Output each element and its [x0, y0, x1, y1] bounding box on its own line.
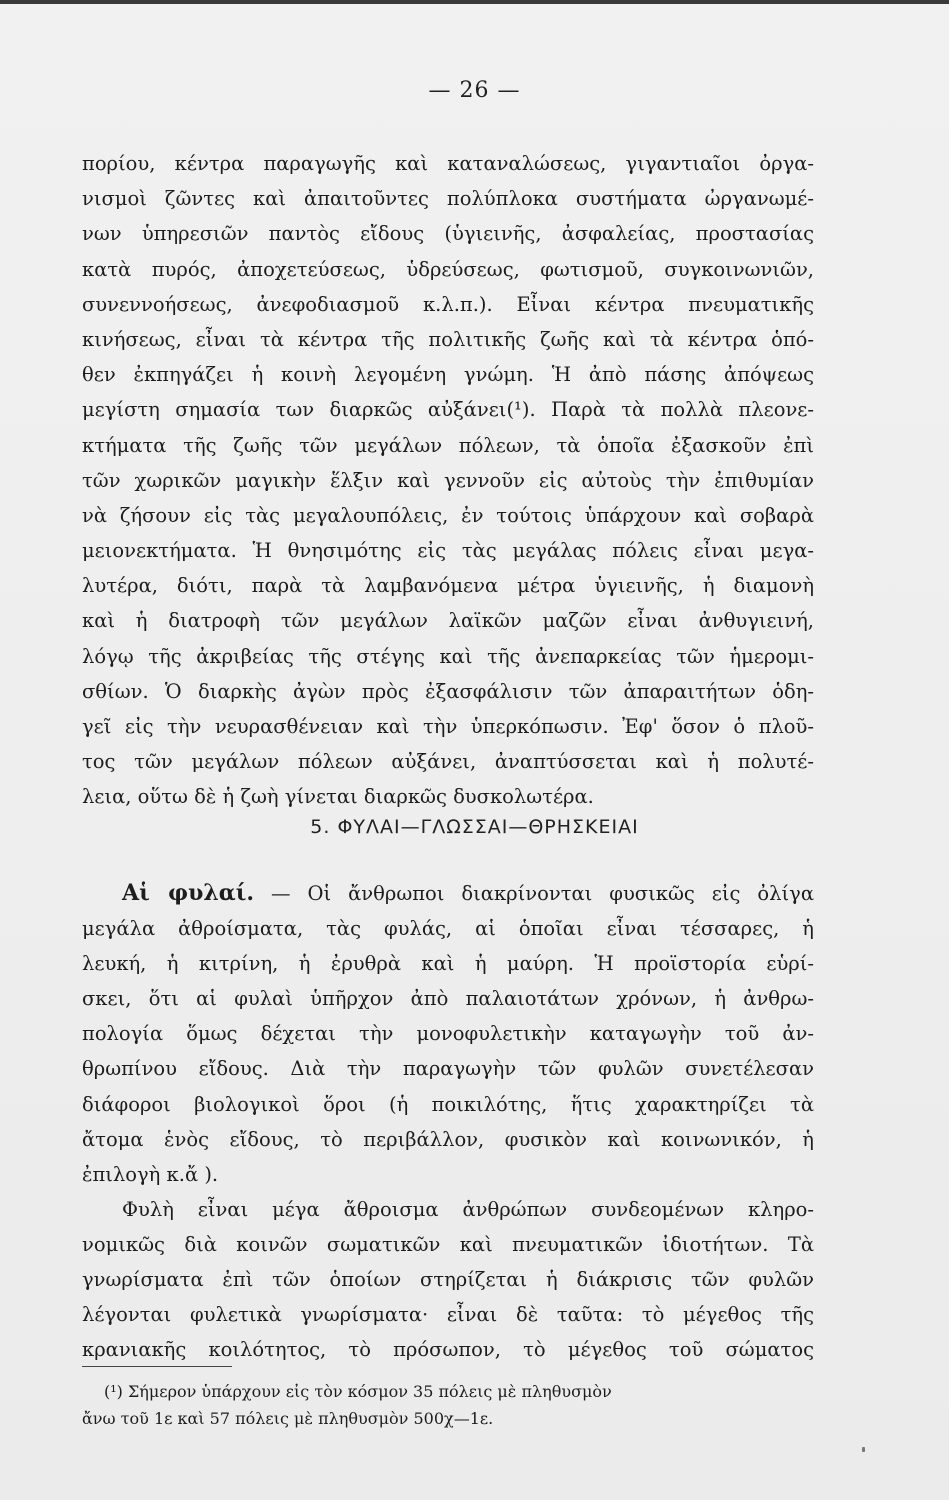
text-line: λευκή, ἡ κιτρίνη, ἡ ἐρυθρὰ καὶ ἡ μαύρη. Ἡ προϊστορία εὑρί-	[82, 952, 814, 976]
footnote-reference[interactable]: (¹)	[506, 398, 530, 422]
text-line: μειονεκτήματα. Ἡ θνησιμότης εἰς τὰς μεγάλας πόλεις εἶναι μεγα-	[82, 539, 814, 563]
text-line: νὰ ζήσουν εἰς τὰς μεγαλουπόλεις, ἐν τούτοις ὑπάρχουν καὶ σοβαρὰ	[82, 503, 814, 527]
text-line: νομικῶς διὰ κοινῶν σωματικῶν καὶ πνευματικῶν ἰδιοτήτων. Τὰ	[82, 1232, 814, 1256]
text-line: καὶ ἡ διατροφὴ τῶν μεγάλων λαϊκῶν μαζῶν εἶναι ἀνθυγιεινή,	[82, 609, 814, 633]
text-line: κινήσεως, εἶναι τὰ κέντρα τῆς πολιτικῆς ζωῆς καὶ τὰ κέντρα ὁπό-	[82, 327, 814, 351]
footnote-line: ἄνω τοῦ 1ε καὶ 57 πόλεις μὲ πληθυσμὸν 500χ—1ε.	[82, 1409, 494, 1428]
text-line: ἄτομα ἑνὸς εἴδους, τὸ περιβάλλον, φυσικὸν καὶ κοινωνικόν, ἡ	[82, 1127, 814, 1151]
text-line: πολογία ὅμως δέχεται τὴν μονοφυλετικὴν καταγωγὴν τοῦ ἀν-	[82, 1022, 814, 1046]
text-line: κρανιακῆς κοιλότητος, τὸ πρόσωπον, τὸ μέγεθος τοῦ σώματος	[82, 1338, 814, 1362]
print-speck	[862, 1447, 865, 1452]
text-line: τος τῶν μεγάλων πόλεων αὐξάνει, ἀναπτύσσεται καὶ ἡ πολυτέ-	[82, 750, 814, 774]
section-heading: 5. ΦΥΛΑΙ—ΓΛΩΣΣΑΙ—ΘΡΗΣΚΕΙΑΙ	[310, 816, 639, 838]
footnote-divider	[82, 1366, 232, 1367]
text-segment: . Παρὰ τὰ πολλὰ πλεονε-	[529, 398, 814, 422]
text-line-with-footnote	[82, 392, 814, 427]
page-number: — 26 —	[428, 78, 521, 103]
text-line: πορίου, κέντρα παραγωγῆς καὶ καταναλώσεως, γιγαντιαῖοι ὀργα-	[82, 152, 814, 175]
footnote-line: (¹) Σήμερον ὑπάρχουν εἰς τὸν κόσμον 35 πόλεις μὲ πληθυσμὸν	[104, 1382, 612, 1401]
paragraph-cities	[82, 146, 814, 815]
text-line: τῶν χωρικῶν μαγικὴν ἕλξιν καὶ γεννοῦν εἰς αὐτοὺς τὴν ἐπιθυμίαν	[82, 468, 814, 492]
text-line: θεν ἐκπηγάζει ἡ κοινὴ λεγομένη γνώμη. Ἡ ἀπὸ πάσης ἀπόψεως	[82, 363, 814, 387]
paragraph-races	[82, 876, 814, 1367]
text-line: λυτέρα, διότι, παρὰ τὰ λαμβανόμενα μέτρα ὑγιεινῆς, ἡ διαμονὴ	[82, 574, 814, 598]
text-line: λόγῳ τῆς ἀκριβείας τῆς στέγης καὶ τῆς ἀνεπαρκείας τῶν ἡμερομι-	[82, 644, 814, 668]
text-line: λεια, οὕτω δὲ ἡ ζωὴ γίνεται διαρκῶς δυσκολωτέρα.	[82, 785, 594, 809]
text-line: διάφοροι βιολογικοὶ ὅροι (ἡ ποικιλότης, ἥτις χαρακτηρίζει τὰ	[82, 1092, 814, 1116]
text-line: σθίων. Ὁ διαρκὴς ἀγὼν πρὸς ἐξασφάλισιν τῶν ἀπαραιτήτων ὁδη-	[82, 679, 814, 703]
text-line-lead	[82, 876, 814, 911]
text-segment: — Οἱ ἄνθρωποι διακρίνονται φυσικῶς εἰς ὀλίγα	[254, 882, 814, 905]
text-line: κτήματα τῆς ζωῆς τῶν μεγάλων πόλεων, τὰ ὁποῖα ἐξασκοῦν ἐπὶ	[82, 433, 814, 457]
text-line: κατὰ πυρός, ἀποχετεύσεως, ὑδρεύσεως, φωτισμοῦ, συγκοινωνιῶν,	[82, 257, 814, 281]
text-line: νων ὑπηρεσιῶν παντὸς εἴδους (ὑγιεινῆς, ἀσφαλείας, προστασίας	[82, 222, 814, 246]
text-line: γνωρίσματα ἐπὶ τῶν ὁποίων στηρίζεται ἡ διάκρισις τῶν φυλῶν	[82, 1268, 814, 1292]
text-line: Φυλὴ εἶναι μέγα ἄθροισμα ἀνθρώπων συνδεομένων κληρο-	[122, 1197, 814, 1221]
text-segment: μεγίστη σημασία των διαρκῶς αὐξάνει	[82, 398, 507, 422]
text-line: νισμοὶ ζῶντες καὶ ἀπαιτοῦντες πολύπλοκα συστήματα ὠργανωμέ-	[82, 187, 814, 211]
text-line: συνεννοήσεως, ἀνεφοδιασμοῦ κ.λ.π.). Εἶναι κέντρα πνευματικῆς	[82, 292, 814, 316]
footnotes	[82, 1378, 802, 1432]
text-line: μεγάλα ἀθροίσματα, τὰς φυλάς, αἱ ὁποῖαι εἶναι τέσσαρες, ἡ	[82, 917, 814, 941]
text-line: θρωπίνου εἴδους. Διὰ τὴν παραγωγὴν τῶν φυλῶν συνετέλεσαν	[82, 1057, 814, 1081]
text-line: λέγονται φυλετικὰ γνωρίσματα· εἶναι δὲ ταῦτα: τὸ μέγεθος τῆς	[82, 1303, 814, 1327]
text-line: γεῖ εἰς τὴν νευρασθένειαν καὶ τὴν ὑπερκόπωσιν. Ἐφ' ὅσον ὁ πλοῦ-	[82, 715, 814, 738]
text-line: ἐπιλογὴ κ.ἄ ).	[82, 1162, 219, 1186]
text-line: σκει, ὅτι αἱ φυλαὶ ὑπῆρχον ἀπὸ παλαιοτάτων χρόνων, ἡ ἀνθρω-	[82, 987, 814, 1011]
run-in-heading: Αἱ φυλαί.	[122, 880, 254, 906]
